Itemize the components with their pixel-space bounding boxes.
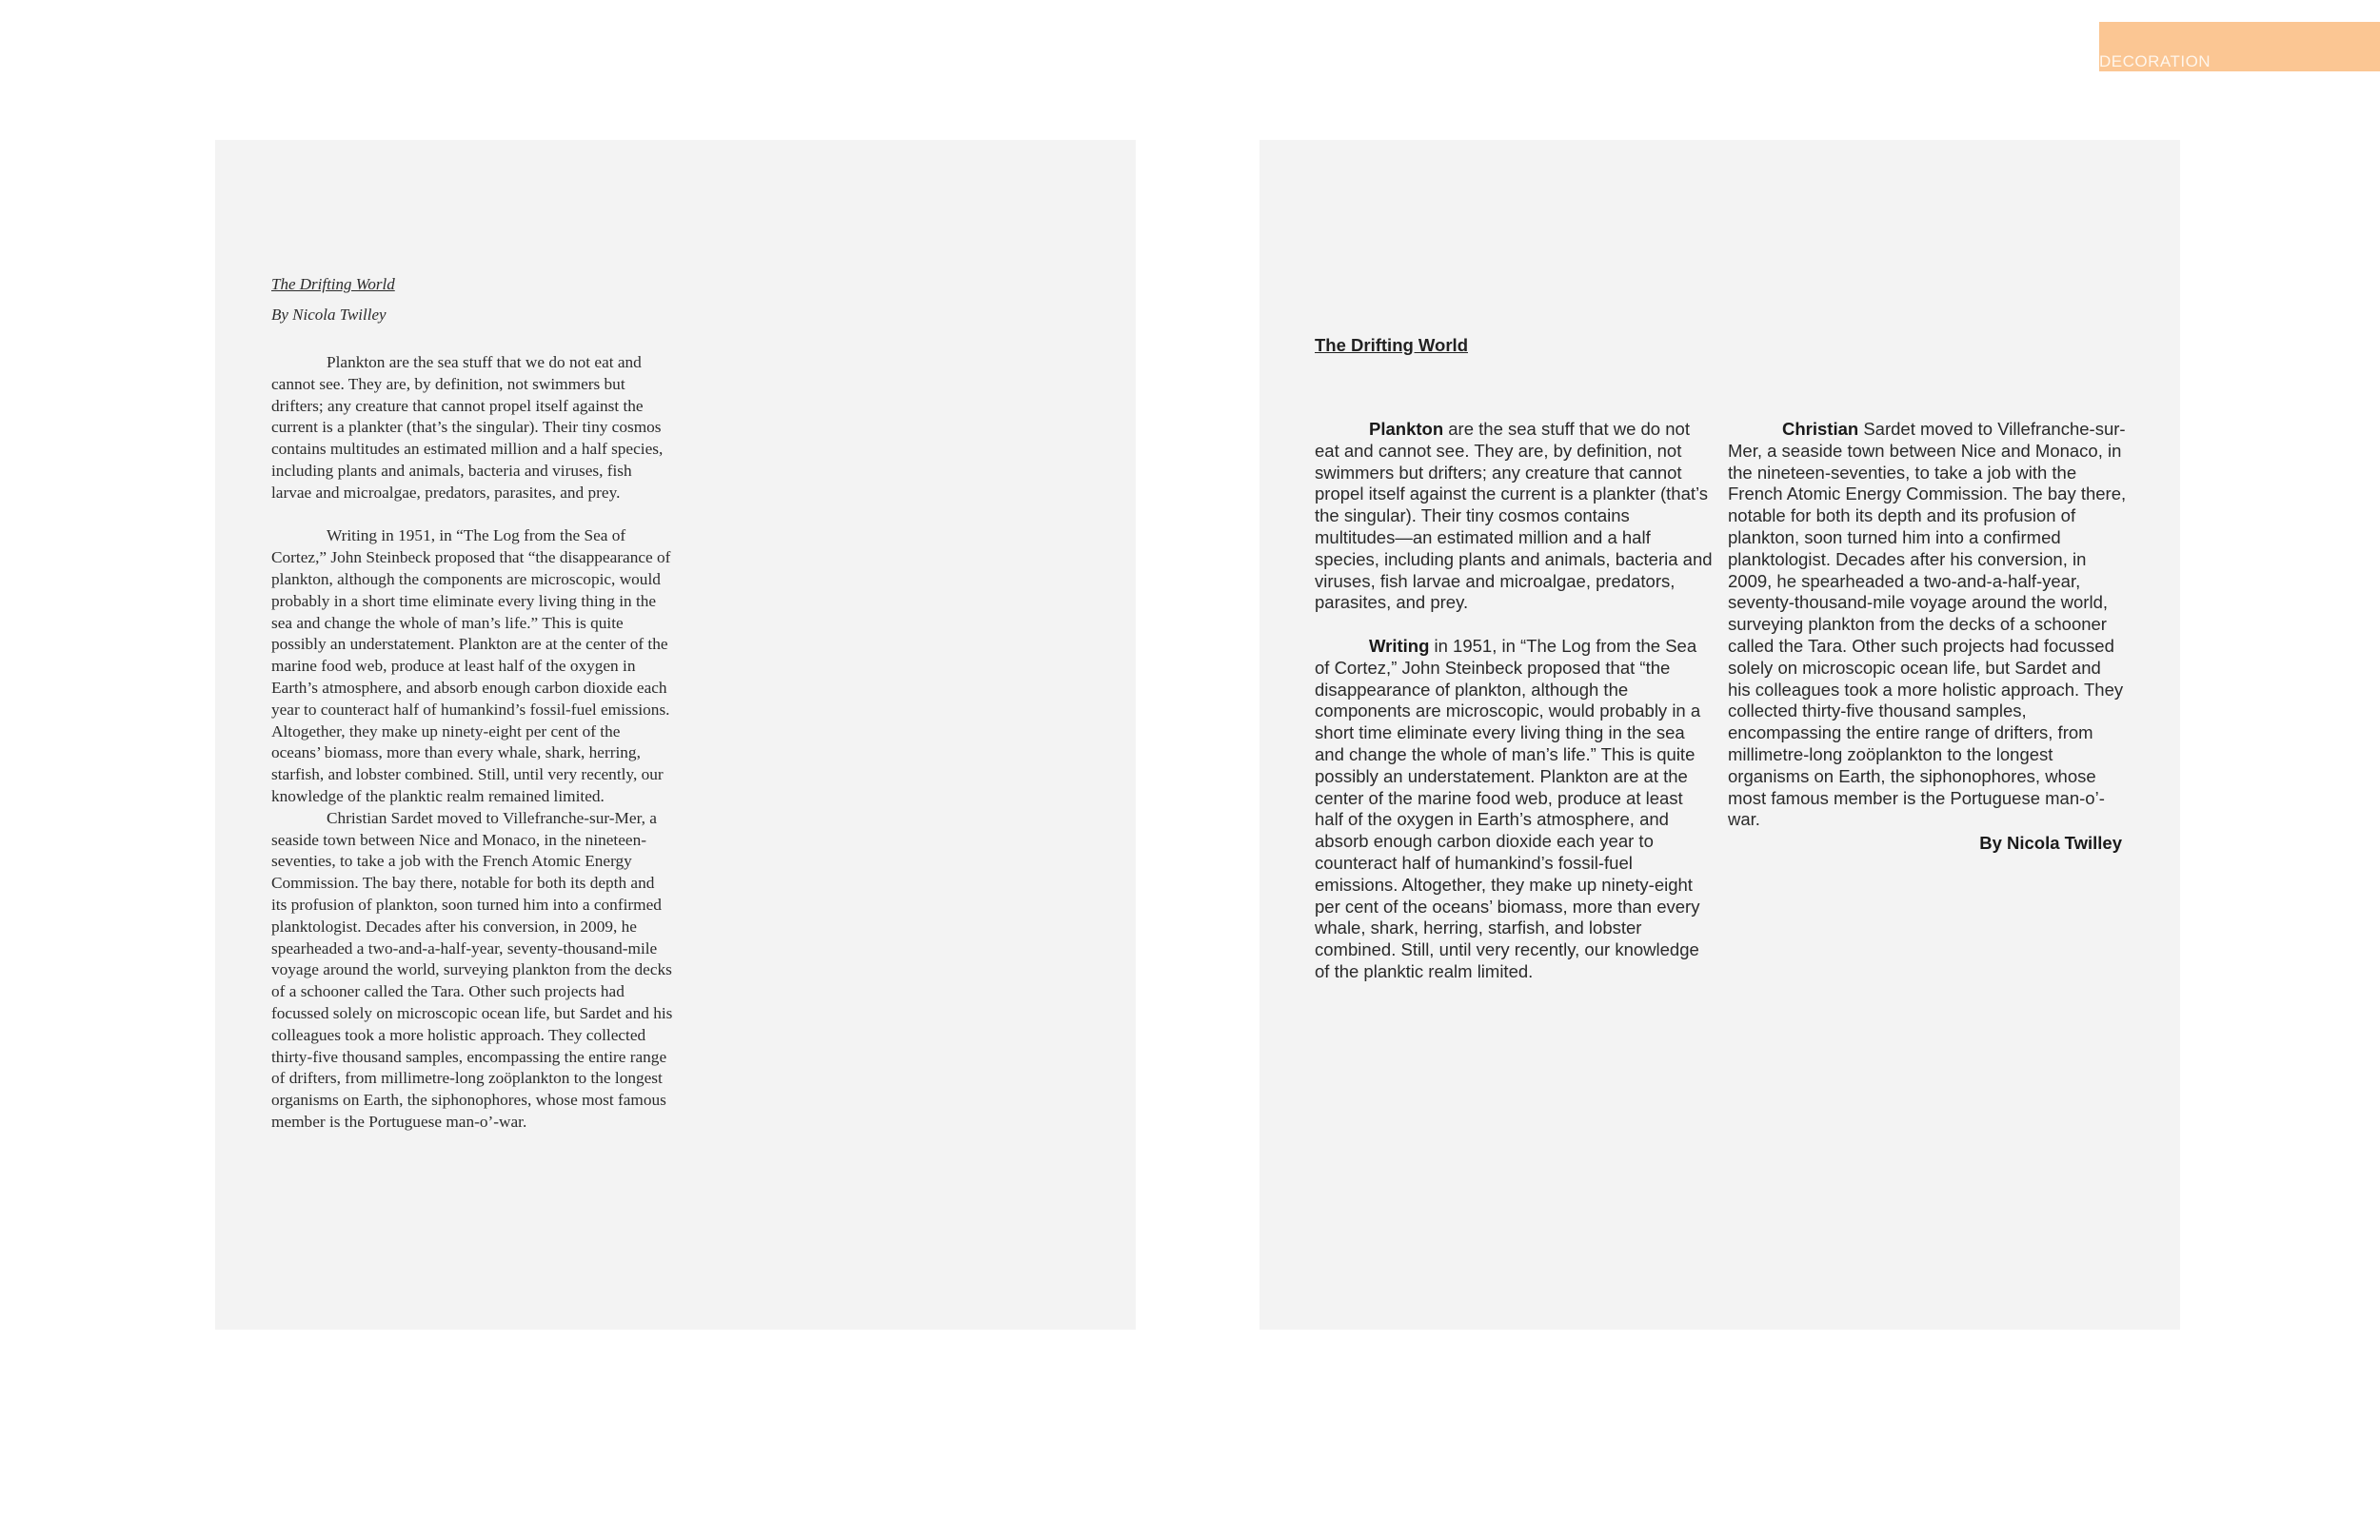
section-tab-label: DECORATION (2099, 52, 2211, 70)
layout-column-2 (1728, 419, 2128, 855)
layout-paragraph (1315, 419, 1715, 614)
manuscript-paragraph: Plankton are the sea stuff that we do not eat and cannot see. They are, by definition, not swimmers but drifters; any creature that cannot propel itself against the current is a plankter (that’s the singular). Their tiny cosmos contains multitudes an estimated million and a half species, including plants and animals, bacteria and viruses, fish larvae and microalgae, predators, parasites, and prey. (271, 353, 664, 502)
manuscript-body (271, 352, 673, 1134)
layout-page (1259, 140, 2180, 1330)
drop-lead-word: Writing (1369, 635, 1430, 656)
layout-paragraph (1728, 419, 2128, 831)
drop-lead-word: Christian (1782, 419, 1859, 439)
layout-column-1 (1315, 419, 1715, 983)
manuscript-paragraph: Writing in 1951, in “The Log from the Sea of Cortez,” John Steinbeck proposed that “the disappearance of plankton, although the components are microscopic, would probably in a short time eliminate every living thing in the sea and change the whole of man’s life.” This is quite possibly an understatement. Plankton are at the center of the marine food web, produce at least half of the oxygen in Earth’s atmosphere, and absorb enough carbon dioxide each year to counteract half of humankind’s fossil-fuel emissions. Altogether, they make up ninety-eight per cent of the oceans’ biomass, more than every whale, shark, herring, starfish, and lobster combined. Still, until very recently, our knowledge of the planktic realm remained limited. (271, 526, 671, 805)
manuscript-page (215, 140, 1136, 1330)
paragraph-text: Sardet moved to Villefranche-sur-Mer, a seaside town between Nice and Monaco, in the nineteen-seventies, to take a job with the French Atomic Energy Commission. The bay there, notable for both its depth and its profusion of plankton, soon turned him into a confirmed planktologist. Decades after his conversion, in 2009, he spearheaded a two-and-a-half-year, seventy-thousand-mile voyage around the world, surveying plankton from the decks of a schooner called the Tara. Other such projects had focussed solely on microscopic ocean life, but Sardet and his colleagues took a more holistic approach. They collected thirty-five thousand samples, encompassing the entire range of drifters, from millimetre-long zoöplankton to the longest organisms on Earth, the siphonophores, whose most famous member is the Portuguese man-o’-war. (1728, 419, 2127, 830)
layout-title: The Drifting World (1315, 335, 1468, 355)
manuscript-title: The Drifting World (271, 275, 395, 293)
manuscript-paragraph: Christian Sardet moved to Villefranche-sur-Mer, a seaside town between Nice and Monaco, in the nineteen-seventies, to take a job with the French Atomic Energy Commission. The bay there, notable for both its depth and its profusion of plankton, soon turned him into a confirmed planktologist. Decades after his conversion, in 2009, he spearheaded a two-and-a-half-year, seventy-thousand-mile voyage around the world, surveying plankton from the decks of a schooner called the Tara. Other such projects had focussed solely on microscopic ocean life, but Sardet and his colleagues took a more holistic approach. They collected thirty-five thousand samples, encompassing the entire range of drifters, from millimetre-long zoöplankton to the longest organisms on Earth, the siphonophores, whose most famous member is the Portuguese man-o’-war. (271, 808, 673, 1131)
paragraph-text: in 1951, in “The Log from the Sea of Cortez,” John Steinbeck proposed that “the disappearance of plankton, although the components are microscopic, would probably in a short time eliminate every living thing in the sea and change the whole of man’s life.” This is quite possibly an understatement. Plankton are at the center of the marine food web, produce at least half of the oxygen in Earth’s atmosphere, and absorb enough carbon dioxide each year to counteract half of humankind’s fossil-fuel emissions. Altogether, they make up ninety-eight per cent of the oceans’ biomass, more than every whale, shark, herring, starfish, and lobster combined. Still, until very recently, our knowledge of the planktic realm limited. (1315, 635, 1701, 981)
drop-lead-word: Plankton (1369, 419, 1444, 439)
section-tab (2099, 22, 2380, 71)
manuscript-byline: By Nicola Twilley (271, 306, 387, 324)
layout-signature: By Nicola Twilley (1979, 833, 2122, 854)
paragraph-text: are the sea stuff that we do not eat and cannot see. They are, by definition, not swimmers but drifters; any creature that cannot propel itself against the current is a plankter (that’s the singular). Their tiny cosmos contains multitudes—an estimated million and a half species, including plants and animals, bacteria and viruses, fish larvae and microalgae, predators, parasites, and prey. (1315, 419, 1713, 613)
layout-paragraph (1315, 636, 1715, 983)
